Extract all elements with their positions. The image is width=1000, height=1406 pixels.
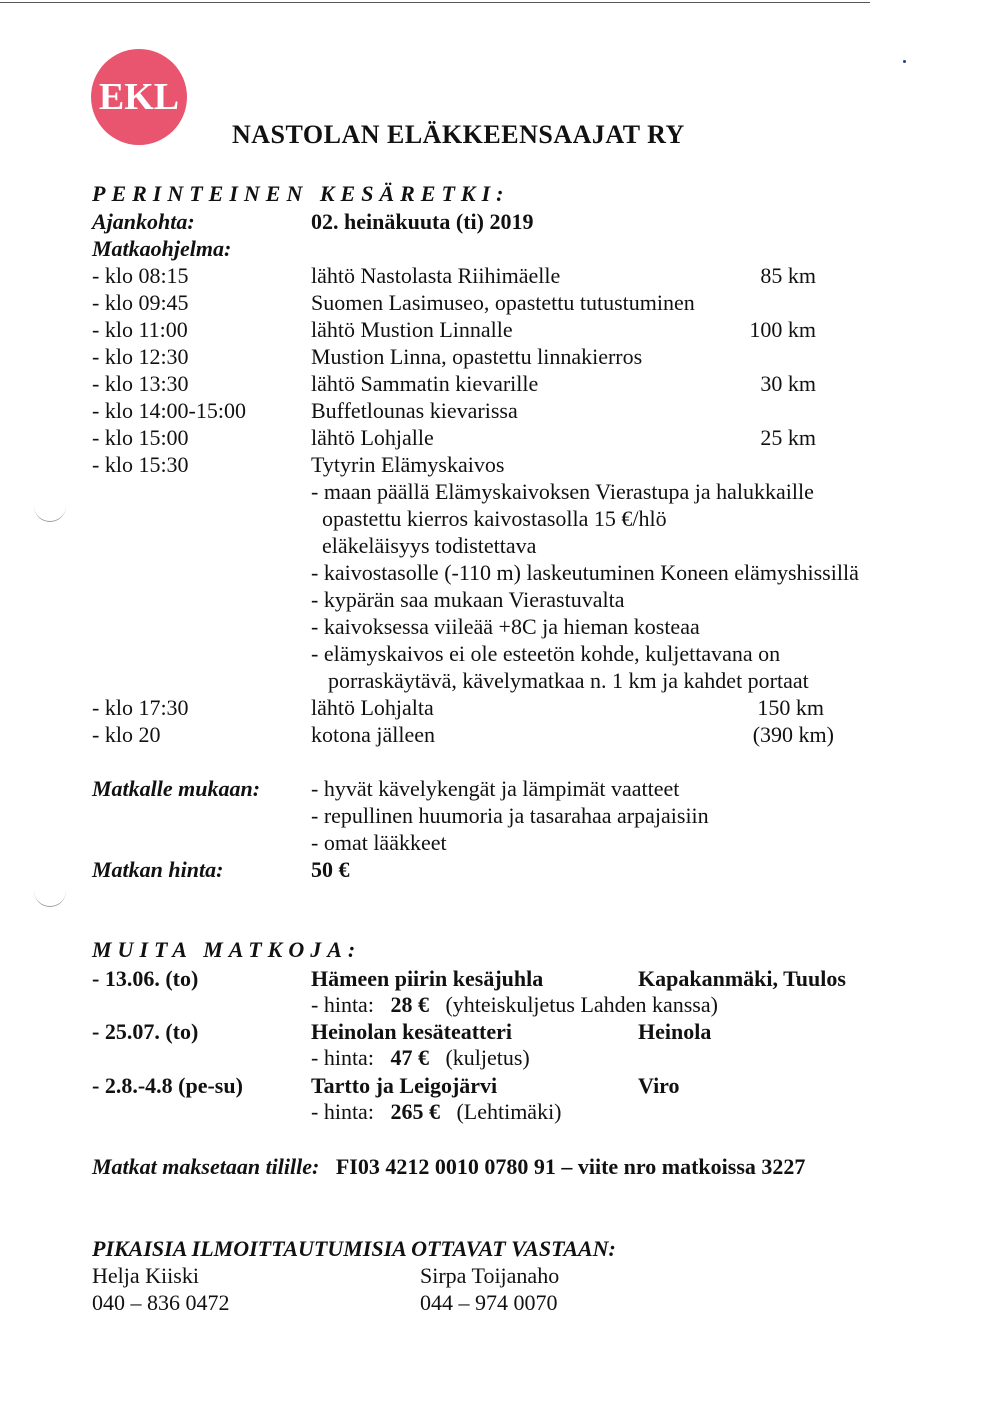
- price-prefix: - hinta:: [311, 1045, 374, 1070]
- schedule-desc: Mustion Linna, opastettu linnakierros: [311, 344, 643, 369]
- schedule-desc: Buffetlounas kievarissa: [311, 398, 518, 423]
- schedule-desc: lähtö Nastolasta Riihimäelle: [311, 263, 561, 288]
- schedule-time: - klo 11:00: [92, 317, 188, 342]
- other-trip-price-line: [311, 994, 718, 1016]
- mine-detail-line: - kypärän saa mukaan Vierastuvalta: [311, 587, 625, 612]
- other-trip-date: - 2.8.-4.8 (pe-su): [92, 1073, 243, 1098]
- date-value: 02. heinäkuuta (ti) 2019: [311, 209, 534, 234]
- schedule-distance: 25 km: [760, 425, 816, 450]
- payment-label: Matkat maksetaan tilille:: [92, 1154, 320, 1179]
- mine-detail-line: - elämyskaivos ei ole esteetön kohde, kuljettavana on: [311, 641, 781, 666]
- schedule-time: - klo 08:15: [92, 263, 189, 288]
- organization-title: NASTOLAN ELÄKKEENSAAJAT RY: [232, 120, 685, 149]
- mine-detail-line: - kaivoksessa viileää +8C ja hieman kosteaa: [311, 614, 700, 639]
- contacts-heading: PIKAISIA ILMOITTAUTUMISIA OTTAVAT VASTAAN:: [92, 1236, 616, 1261]
- schedule-time: - klo 09:45: [92, 290, 189, 315]
- price-note: (Lehtimäki): [456, 1099, 562, 1124]
- schedule-distance: 30 km: [760, 371, 816, 396]
- trip-heading: PERINTEINEN KESÄRETKI:: [92, 181, 510, 206]
- other-trip-date: - 25.07. (to): [92, 1019, 199, 1044]
- scan-top-border: [0, 2, 870, 3]
- price-note: (kuljetus): [445, 1045, 530, 1070]
- other-trip-price-line: [311, 1101, 562, 1123]
- mine-detail-line: - kaivostasolle (-110 m) laskeutuminen Koneen elämyshissillä: [311, 560, 859, 585]
- other-trip-name: Tartto ja Leigojärvi: [311, 1073, 498, 1098]
- logo-text: EKL: [98, 76, 180, 118]
- schedule-time: - klo 17:30: [92, 695, 189, 720]
- schedule-distance: (390 km): [752, 722, 834, 747]
- other-trip-name: Heinolan kesäteatteri: [311, 1019, 513, 1044]
- other-trip-place: Kapakanmäki, Tuulos: [638, 966, 846, 991]
- other-trips-heading: MUITA MATKOJA:: [92, 937, 362, 962]
- other-trip-date: - 13.06. (to): [92, 966, 199, 991]
- schedule-time: - klo 15:00: [92, 425, 189, 450]
- price-prefix: - hinta:: [311, 1099, 374, 1124]
- schedule-distance: 100 km: [749, 317, 816, 342]
- price-label: Matkan hinta:: [92, 857, 224, 882]
- price-amount: 28 €: [390, 992, 429, 1017]
- price-amount: 265 €: [390, 1099, 440, 1124]
- ekl-logo: [91, 49, 187, 145]
- schedule-desc: Tytyrin Elämyskaivos: [311, 452, 505, 477]
- scan-speck: [903, 60, 906, 63]
- mine-detail-line: porraskäytävä, kävelymatkaa n. 1 km ja kahdet portaat: [328, 668, 809, 693]
- schedule-distance: 150 km: [757, 695, 824, 720]
- price-note: (yhteiskuljetus Lahden kanssa): [445, 992, 718, 1017]
- bring-item: - hyvät kävelykengät ja lämpimät vaatteet: [311, 776, 680, 801]
- schedule-distance: 85 km: [760, 263, 816, 288]
- punch-hole-mark: [34, 888, 66, 907]
- other-trip-place: Heinola: [638, 1019, 712, 1044]
- contact-phone: 040 – 836 0472: [92, 1290, 230, 1315]
- payment-account: FI03 4212 0010 0780 91 – viite nro matkoissa 3227: [335, 1154, 806, 1179]
- other-trip-name: Hämeen piirin kesäjuhla: [311, 966, 544, 991]
- price-amount: 47 €: [390, 1045, 429, 1070]
- punch-hole-mark: [34, 503, 66, 522]
- mine-detail-line: eläkeläisyys todistettava: [322, 533, 537, 558]
- mine-detail-line: opastettu kierros kaivostasolla 15 €/hlö: [322, 506, 667, 531]
- other-trip-price-line: [311, 1047, 530, 1069]
- bring-item: - omat lääkkeet: [311, 830, 447, 855]
- mine-detail-line: - maan päällä Elämyskaivoksen Vierastupa ja halukkaille: [311, 479, 814, 504]
- schedule-time: - klo 14:00-15:00: [92, 398, 246, 423]
- schedule-desc: lähtö Lohjalle: [311, 425, 434, 450]
- bring-label: Matkalle mukaan:: [92, 776, 261, 801]
- contact-name: Helja Kiiski: [92, 1263, 199, 1288]
- program-label: Matkaohjelma:: [92, 236, 232, 261]
- other-trip-place: Viro: [638, 1073, 680, 1098]
- schedule-time: - klo 20: [92, 722, 161, 747]
- schedule-desc: lähtö Lohjalta: [311, 695, 434, 720]
- schedule-desc: Suomen Lasimuseo, opastettu tutustuminen: [311, 290, 695, 315]
- price-prefix: - hinta:: [311, 992, 374, 1017]
- schedule-desc: kotona jälleen: [311, 722, 436, 747]
- schedule-time: - klo 12:30: [92, 344, 189, 369]
- contact-phone: 044 – 974 0070: [420, 1290, 558, 1315]
- schedule-desc: lähtö Mustion Linnalle: [311, 317, 513, 342]
- schedule-desc: lähtö Sammatin kievarille: [311, 371, 539, 396]
- contact-name: Sirpa Toijanaho: [420, 1263, 560, 1288]
- schedule-time: - klo 13:30: [92, 371, 189, 396]
- schedule-time: - klo 15:30: [92, 452, 189, 477]
- payment-line: [92, 1156, 805, 1178]
- price-value: 50 €: [311, 857, 350, 882]
- bring-item: - repullinen huumoria ja tasarahaa arpajaisiin: [311, 803, 709, 828]
- date-label: Ajankohta:: [92, 209, 195, 234]
